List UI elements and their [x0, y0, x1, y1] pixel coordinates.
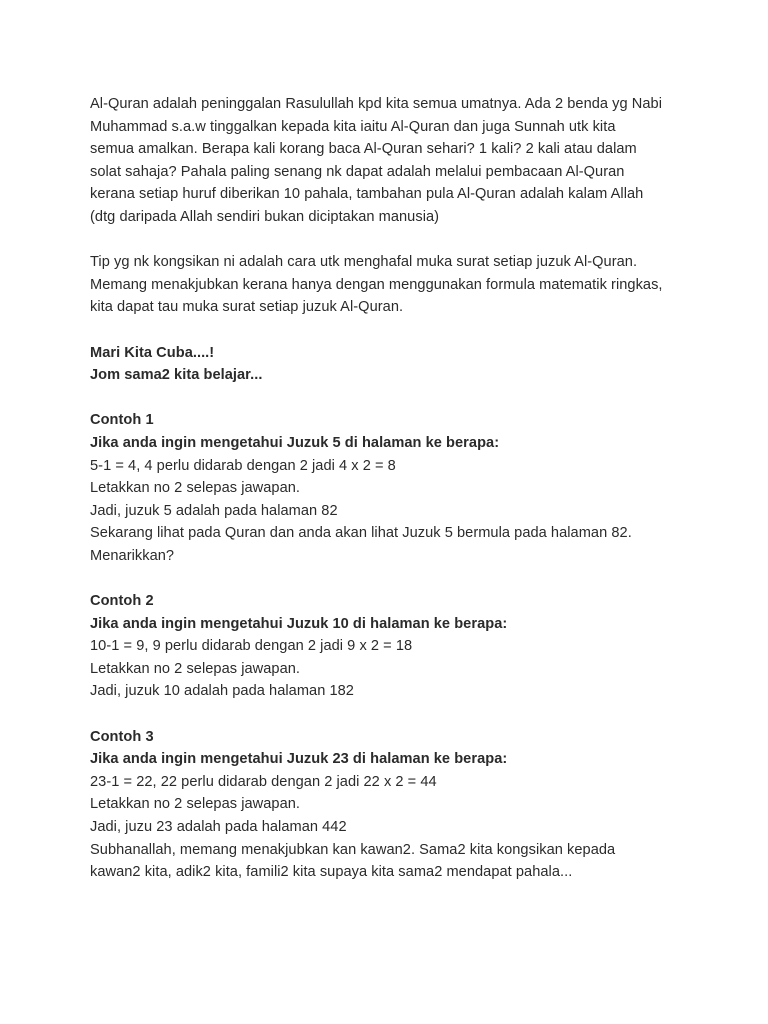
intro-line: Al-Quran adalah peninggalan Rasulullah kpd kita semua umatnya. Ada 2 benda yg Nabi: [90, 96, 663, 112]
example-line: Sekarang lihat pada Quran dan anda akan lihat Juzuk 5 bermula pada halaman 82.: [90, 525, 632, 542]
example-line: Letakkan no 2 selepas jawapan.: [90, 796, 301, 813]
intro-paragraph: [90, 93, 690, 229]
intro-line: solat sahaja? Pahala paling senang nk dapat adalah melalui pembacaan Al-Quran: [90, 163, 625, 180]
example-question: Jika anda ingin mengetahui Juzuk 10 di halaman ke berapa:: [90, 615, 508, 632]
tip-line: kita dapat tau muka surat setiap juzuk Al-Quran.: [90, 299, 404, 316]
example-line: Subhanallah, memang menakjubkan kan kawan2. Sama2 kita kongsikan kepada: [90, 841, 616, 858]
example-line: 10-1 = 9, 9 perlu didarab dengan 2 jadi 9 x 2 = 18: [90, 638, 413, 655]
example-line: 5-1 = 4, 4 perlu didarab dengan 2 jadi 4 x 2 = 8: [90, 457, 396, 474]
example-heading: Contoh 3: [90, 728, 154, 745]
intro-line: semua amalkan. Berapa kali korang baca Al-Quran sehari? 1 kali? 2 kali atau dalam: [90, 141, 637, 158]
example-line: Jadi, juzu 23 adalah pada halaman 442: [90, 819, 347, 835]
example-heading: Contoh 2: [90, 593, 154, 610]
example-line: Jadi, juzuk 10 adalah pada halaman 182: [90, 683, 354, 700]
example-line: 23-1 = 22, 22 perlu didarab dengan 2 jadi 22 x 2 = 44: [90, 773, 437, 790]
call-line: Jom sama2 kita belajar...: [90, 367, 263, 384]
example-line: Menarikkan?: [90, 547, 175, 564]
example-line: Jadi, juzuk 5 adalah pada halaman 82: [90, 502, 338, 519]
document-body: [90, 93, 690, 906]
example-line: Letakkan no 2 selepas jawapan.: [90, 660, 301, 677]
intro-line: (dtg daripada Allah sendiri bukan diciptakan manusia): [90, 208, 440, 225]
example-line: kawan2 kita, adik2 kita, famili2 kita supaya kita sama2 mendapat pahala...: [90, 864, 573, 881]
example-question: Jika anda ingin mengetahui Juzuk 23 di halaman ke berapa:: [90, 751, 508, 768]
example-line: Letakkan no 2 selepas jawapan.: [90, 480, 301, 497]
example-2: [90, 590, 690, 703]
example-1: [90, 409, 690, 567]
call-to-action: [90, 342, 690, 387]
tip-line: Memang menakjubkan kerana hanya dengan menggunakan formula matematik ringkas,: [90, 276, 663, 293]
intro-line: kerana setiap huruf diberikan 10 pahala, tambahan pula Al-Quran adalah kalam Allah: [90, 186, 644, 203]
example-question: Jika anda ingin mengetahui Juzuk 5 di halaman ke berapa:: [90, 434, 500, 451]
tip-paragraph: [90, 251, 690, 319]
example-heading: Contoh 1: [90, 412, 154, 429]
intro-line: Muhammad s.a.w tinggalkan kepada kita iaitu Al-Quran dan juga Sunnah utk kita: [90, 118, 616, 135]
tip-line: Tip yg nk kongsikan ni adalah cara utk menghafal muka surat setiap juzuk Al-Quran.: [90, 254, 638, 271]
call-line: Mari Kita Cuba....!: [90, 344, 215, 361]
example-3: [90, 726, 690, 884]
